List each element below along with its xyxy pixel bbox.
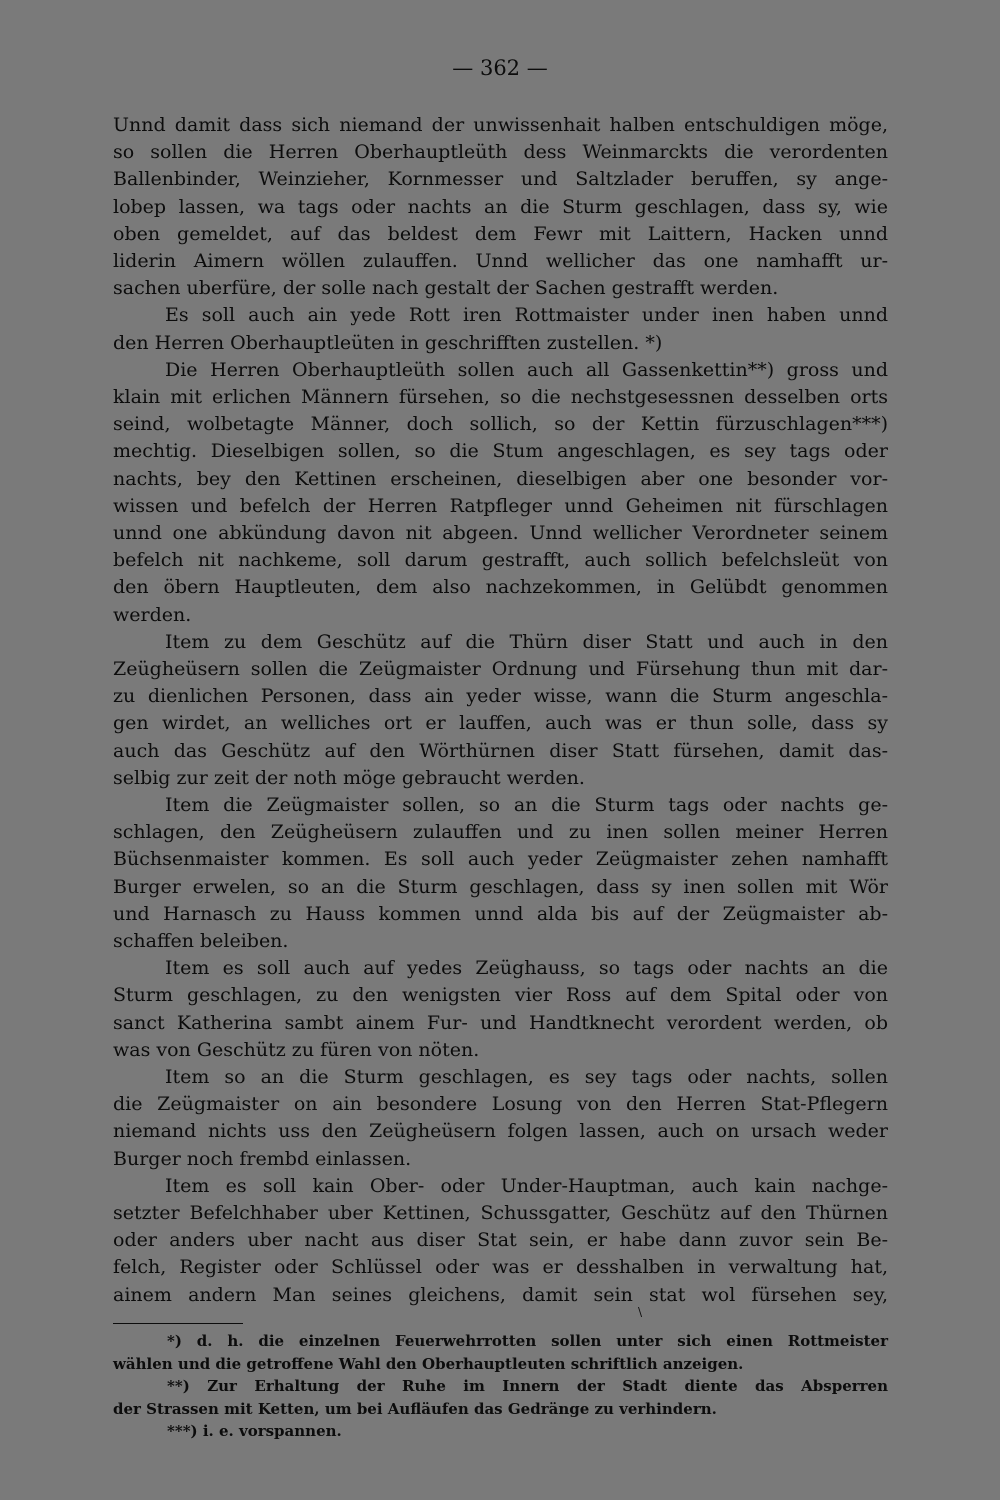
text-line: auch das Geschütz auf den Wörthürnen diser Statt fürsehen, damit das- bbox=[113, 739, 888, 762]
text-line: Burger noch frembd einlassen. bbox=[113, 1147, 412, 1170]
text-line: gen wirdet, an welliches ort er lauffen, auch was er thun solle, dass sy bbox=[113, 712, 888, 735]
text-line: wissen und befelch der Herren Ratpfleger unnd Geheimen nit fürschlagen bbox=[113, 494, 888, 517]
text-line: Sturm geschlagen, zu den wenigsten vier Ross auf dem Spital oder von bbox=[113, 984, 888, 1007]
text-line: Es soll auch ain yede Rott iren Rottmaister under inen haben unnd bbox=[165, 304, 888, 327]
text-line: und Harnasch zu Hauss kommen unnd alda bis auf der Zeügmaister ab- bbox=[113, 902, 888, 925]
text-line: Item es soll auch auf yedes Zeüghauss, so tags oder nachts an die bbox=[165, 957, 888, 980]
stray-mark: \ bbox=[638, 1305, 643, 1319]
footnote-line: der Strassen mit Ketten, um bei Aufläufen das Gedränge zu verhindern. bbox=[113, 1399, 717, 1418]
page-number: — 362 — bbox=[452, 56, 548, 80]
footnote-line: **) Zur Erhaltung der Ruhe im Innern der Stadt diente das Absperren bbox=[167, 1377, 888, 1395]
text-line: niemand nichts uss den Zeügheüsern folgen lassen, auch on ursach weder bbox=[113, 1120, 888, 1143]
text-line: Burger erwelen, so an die Sturm geschlagen, dass sy inen sollen mit Wör bbox=[113, 875, 888, 898]
text-line: werden. bbox=[113, 603, 192, 626]
text-line: sanct Katherina sambt ainem Fur- und Handtknecht verordent werden, ob bbox=[113, 1011, 888, 1034]
text-line: den öbern Hauptleuten, dem also nachzekommen, in Gelübdt genommen bbox=[113, 576, 888, 599]
text-line: seind, wolbetagte Männer, doch sollich, so der Kettin fürzuschlagen***) bbox=[113, 413, 888, 436]
text-line: befelch nit nachkeme, soll darum gestrafft, auch sollich befelchsleüt von bbox=[113, 549, 888, 572]
text-line: schaffen beleiben. bbox=[113, 930, 289, 952]
footnote-line: ***) i. e. vorspannen. bbox=[167, 1422, 342, 1440]
text-line: Büchsenmaister kommen. Es soll auch yeder Zeügmaister zehen namhafft bbox=[113, 848, 888, 871]
text-line: oder anders uber nacht aus diser Stat sein, er habe dann zuvor sein Be- bbox=[113, 1229, 888, 1252]
text-line: den Herren Oberhauptleüten in geschrifften zustellen. *) bbox=[113, 331, 663, 354]
text-line: Die Herren Oberhauptleüth sollen auch all Gassenkettin**) gross und bbox=[165, 358, 888, 381]
text-line: sachen uberfüre, der solle nach gestalt der Sachen gestrafft werden. bbox=[113, 277, 779, 300]
text-line: was von Geschütz zu füren von nöten. bbox=[113, 1038, 480, 1061]
footnote-line: wählen und die getroffene Wahl den Oberhauptleuten schriftlich anzeigen. bbox=[113, 1354, 744, 1373]
text-line: mechtig. Dieselbigen sollen, so die Stum angeschlagen, es sey tags oder bbox=[113, 440, 888, 463]
text-line: so sollen die Herren Oberhauptleüth dess Weinmarckts die verordenten bbox=[113, 141, 888, 164]
text-line: ainem andern Man seines gleichens, damit sein stat wol fürsehen sey, bbox=[113, 1283, 888, 1306]
footnote-line: *) d. h. die einzelnen Feuerwehrrotten sollen unter sich einen Rottmeister bbox=[167, 1332, 888, 1350]
text-line: oben gemeldet, auf das beldest dem Fewr mit Laittern, Hacken unnd bbox=[113, 222, 888, 245]
text-line: selbig zur zeit der noth möge gebraucht werden. bbox=[113, 766, 585, 789]
text-line: felch, Register oder Schlüssel oder was er desshalben in verwaltung hat, bbox=[113, 1256, 888, 1279]
text-line: Ballenbinder, Weinzieher, Kornmesser und Saltzlader beruffen, sy ange- bbox=[113, 168, 888, 191]
text-line: setzter Befelchhaber uber Kettinen, Schussgatter, Geschütz auf den Thürnen bbox=[113, 1202, 888, 1224]
text-line: lobep lassen, wa tags oder nachts an die Sturm geschlagen, dass sy, wie bbox=[113, 195, 888, 218]
text-line: Item die Zeügmaister sollen, so an die Sturm tags oder nachts ge- bbox=[165, 794, 888, 816]
text-line: die Zeügmaister on ain besondere Losung von den Herren Stat-Pflegern bbox=[113, 1093, 888, 1116]
text-line: klain mit erlichen Männern fürsehen, so die nechstgesessnen desselben orts bbox=[113, 386, 888, 408]
text-line: Zeügheüsern sollen die Zeügmaister Ordnung und Fürsehung thun mit dar- bbox=[113, 658, 888, 680]
footnote-rule bbox=[113, 1323, 243, 1324]
text-line: liderin Aimern wöllen zulauffen. Unnd wellicher das one namhafft ur- bbox=[113, 250, 888, 272]
text-line: Item zu dem Geschütz auf die Thürn diser Statt und auch in den bbox=[165, 630, 888, 653]
text-line: Item es soll kain Ober- oder Under-Hauptman, auch kain nachge- bbox=[165, 1174, 888, 1197]
text-line: nachts, bey den Kettinen erscheinen, dieselbigen aber one besonder vor- bbox=[113, 467, 888, 490]
text-line: schlagen, den Zeügheüsern zulauffen und zu inen sollen meiner Herren bbox=[113, 821, 888, 844]
text-line: Unnd damit dass sich niemand der unwissenhait halben entschuldigen möge, bbox=[113, 114, 888, 136]
text-line: unnd one abkündung davon nit abgeen. Unnd wellicher Verordneter seinem bbox=[113, 522, 888, 544]
text-line: zu dienlichen Personen, dass ain yeder wisse, wann die Sturm angeschla- bbox=[113, 685, 888, 708]
text-line: Item so an die Sturm geschlagen, es sey tags oder nachts, sollen bbox=[165, 1066, 888, 1088]
